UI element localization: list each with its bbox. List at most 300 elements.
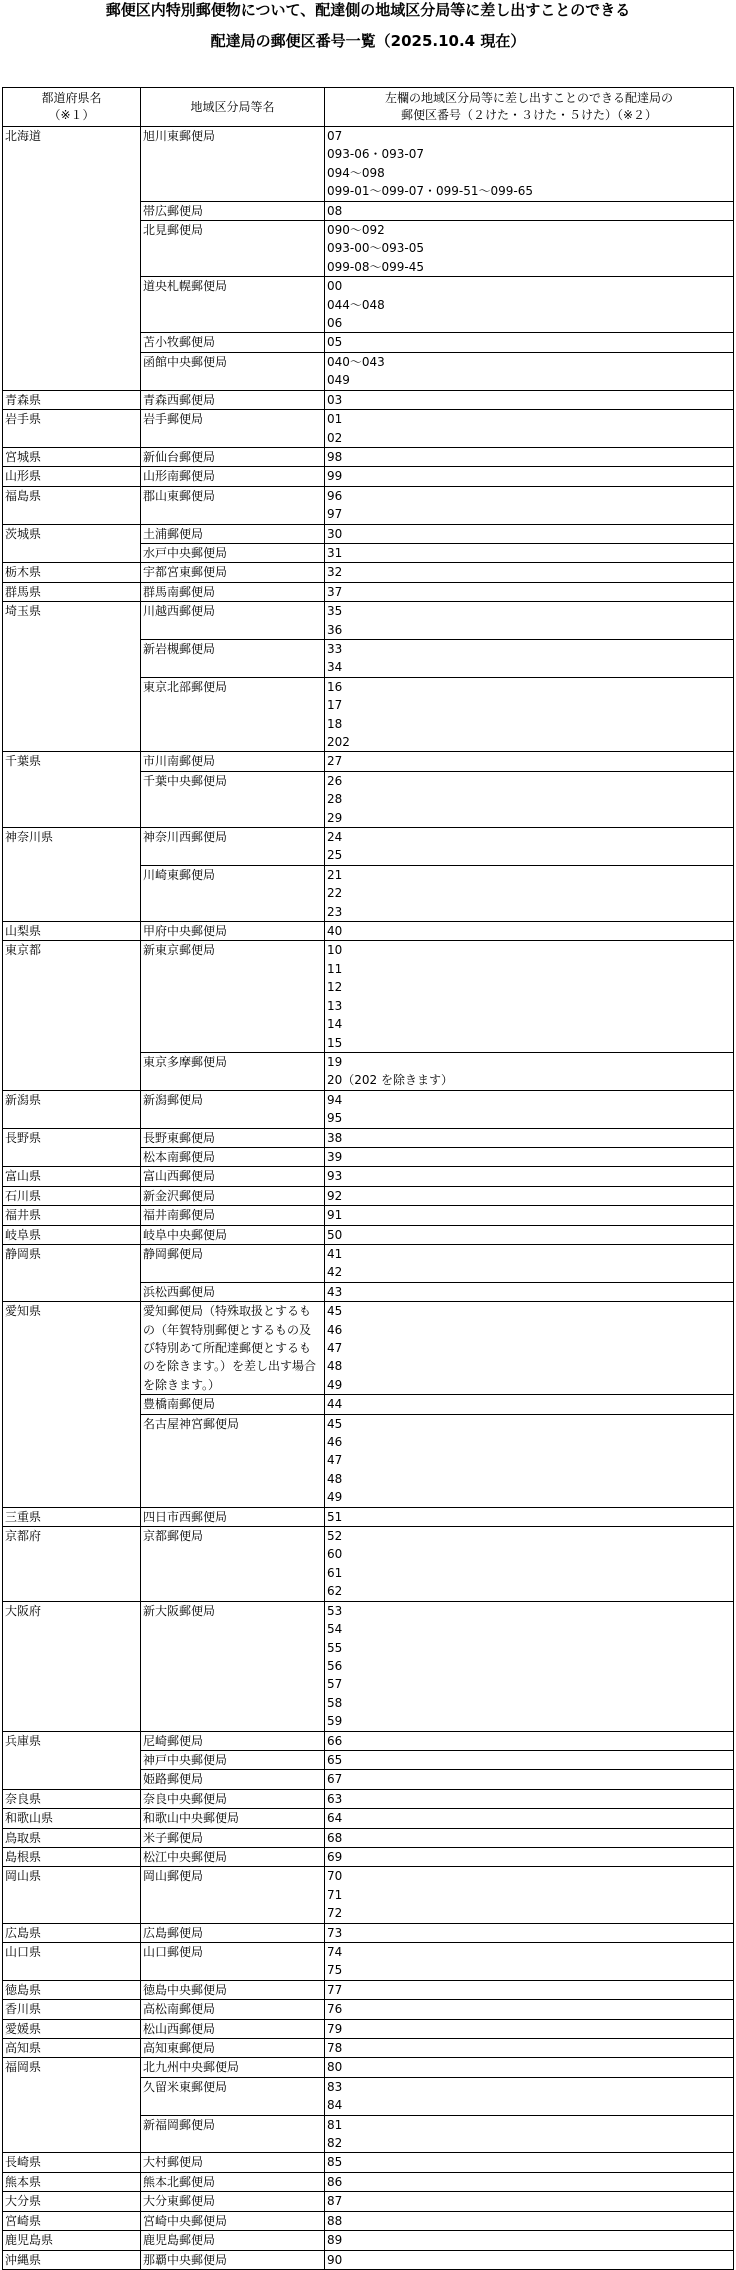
header-prefecture-note: （※１） [48, 108, 95, 122]
prefecture-cell: 島根県 [3, 1847, 141, 1866]
office-cell: 愛知郵便局（特殊取扱とするもの（年賀特別郵便とするもの及び特別あて所配達郵便とするものを除きます。）を差し出す場合を除きます。） [141, 1302, 325, 1395]
table-row [3, 2211, 734, 2230]
postal-code: 70 [327, 1869, 343, 1884]
postal-code: 16 [327, 679, 343, 694]
codes-cell [325, 1186, 734, 1205]
office-cell: 青森西郵便局 [141, 390, 325, 409]
codes-cell [325, 1789, 734, 1808]
postal-code: 06 [327, 316, 343, 331]
postal-code: 49 [327, 1377, 343, 1392]
postal-code: 25 [327, 848, 343, 863]
postal-code: 24 [327, 830, 343, 845]
prefecture-cell: 香川県 [3, 2000, 141, 2019]
postal-code: 50 [327, 1227, 343, 1242]
postal-code: 22 [327, 886, 343, 901]
postal-code: 57 [327, 1677, 343, 1692]
codes-cell [325, 2039, 734, 2058]
prefecture-cell: 沖縄県 [3, 2250, 141, 2269]
office-cell: 徳島中央郵便局 [141, 1980, 325, 1999]
codes-cell [325, 828, 734, 866]
postal-code: 31 [327, 545, 343, 560]
codes-cell [325, 1943, 734, 1981]
table-row [3, 467, 734, 486]
office-cell: 松江中央郵便局 [141, 1847, 325, 1866]
office-cell: 帯広郵便局 [141, 201, 325, 220]
postal-code: 44 [327, 1397, 343, 1412]
codes-cell [325, 771, 734, 827]
prefecture-cell: 愛知県 [3, 1302, 141, 1507]
postal-code: 95 [327, 1111, 343, 1126]
office-cell: 名古屋神宮郵便局 [141, 1414, 325, 1507]
table-row [3, 2039, 734, 2058]
office-cell: 姫路郵便局 [141, 1770, 325, 1789]
table-row [3, 941, 734, 1052]
table-row [3, 2019, 734, 2038]
office-cell: 大分東郵便局 [141, 2192, 325, 2211]
office-cell: 松本南郵便局 [141, 1147, 325, 1166]
header-codes-line-1: 左欄の地域区分局等に差し出すことのできる配達局の [384, 91, 673, 105]
prefecture-cell: 山梨県 [3, 922, 141, 941]
office-cell: 甲府中央郵便局 [141, 922, 325, 941]
prefecture-cell: 静岡県 [3, 1244, 141, 1301]
prefecture-cell: 新潟県 [3, 1090, 141, 1128]
office-cell: 大村郵便局 [141, 2153, 325, 2172]
table-row [3, 2153, 734, 2172]
prefecture-cell: 埼玉県 [3, 602, 141, 752]
postal-code: 48 [327, 1359, 343, 1374]
postal-code: 47 [327, 1341, 343, 1355]
office-cell: 山形南郵便局 [141, 467, 325, 486]
postal-code: 044～048 [327, 297, 385, 312]
office-cell: 広島郵便局 [141, 1923, 325, 1942]
table-row [3, 1809, 734, 1828]
codes-cell [325, 201, 734, 220]
office-cell: 高松南郵便局 [141, 2000, 325, 2019]
prefecture-cell: 山形県 [3, 467, 141, 486]
office-cell: 群馬南郵便局 [141, 582, 325, 601]
table-row [3, 127, 734, 202]
postal-code: 34 [327, 660, 343, 675]
codes-cell [325, 1167, 734, 1186]
office-cell: 熊本北郵便局 [141, 2172, 325, 2191]
table-row [3, 2000, 734, 2019]
office-cell: 函館中央郵便局 [141, 352, 325, 390]
title-line-1: 郵便区内特別郵便物について、配達側の地域区分局等に差し出すことのできる [105, 1, 631, 19]
codes-cell [325, 1809, 734, 1828]
codes-cell [325, 752, 734, 771]
prefecture-cell: 千葉県 [3, 752, 141, 828]
office-cell: 道央札幌郵便局 [141, 277, 325, 333]
table-header-row [3, 88, 734, 127]
title-line-2: 配達局の郵便区番号一覧（2025.10.4 現在） [210, 32, 526, 50]
table-row [3, 1244, 734, 1282]
office-cell: 新大阪郵便局 [141, 1601, 325, 1731]
office-cell: 松山西郵便局 [141, 2019, 325, 2038]
postal-code: 76 [327, 2002, 343, 2017]
postal-code: 59 [327, 1714, 343, 1729]
postal-code: 00 [327, 279, 343, 294]
codes-cell [325, 1090, 734, 1128]
table-row [3, 1980, 734, 1999]
postal-code: 36 [327, 622, 343, 637]
postal-code: 53 [327, 1603, 343, 1618]
codes-cell [325, 1847, 734, 1866]
postal-code: 23 [327, 904, 343, 919]
codes-cell [325, 1731, 734, 1750]
office-cell: 北見郵便局 [141, 221, 325, 277]
codes-cell [325, 277, 734, 333]
header-office-label: 地域区分局等名 [190, 99, 275, 114]
codes-cell [325, 2077, 734, 2115]
office-cell: 川越西郵便局 [141, 602, 325, 640]
table-row [3, 447, 734, 466]
prefecture-cell: 福岡県 [3, 2058, 141, 2153]
postal-code: 67 [327, 1772, 343, 1787]
prefecture-cell: 石川県 [3, 1186, 141, 1205]
postal-code: 74 [327, 1945, 343, 1959]
table-row [3, 602, 734, 640]
postal-code: 14 [327, 1017, 343, 1032]
postal-code: 93 [327, 1169, 343, 1184]
office-cell: 新福岡郵便局 [141, 2115, 325, 2153]
table-row [3, 1167, 734, 1186]
postal-code: 47 [327, 1453, 343, 1468]
office-cell: 岡山郵便局 [141, 1867, 325, 1923]
codes-cell [325, 2250, 734, 2269]
prefecture-cell: 長野県 [3, 1128, 141, 1167]
table-row [3, 486, 734, 524]
table-row [3, 1943, 734, 1981]
postal-code: 58 [327, 1695, 343, 1710]
postal-code: 79 [327, 2021, 343, 2036]
office-cell: 土浦郵便局 [141, 524, 325, 543]
prefecture-cell: 高知県 [3, 2039, 141, 2058]
table-row [3, 828, 734, 866]
office-cell: 長野東郵便局 [141, 1128, 325, 1147]
postal-code: 62 [327, 1584, 343, 1599]
office-cell: 那覇中央郵便局 [141, 2250, 325, 2269]
postal-code: 07 [327, 129, 343, 143]
postal-code: 83 [327, 2079, 343, 2094]
codes-cell [325, 1828, 734, 1847]
office-cell: 新金沢郵便局 [141, 1186, 325, 1205]
postal-code: 89 [327, 2233, 343, 2248]
header-codes-line-2: 郵便区番号（２けた・３けた・５けた）（※２） [400, 108, 658, 122]
codes-cell [325, 543, 734, 562]
codes-cell [325, 127, 734, 202]
codes-cell [325, 352, 734, 390]
prefecture-cell: 北海道 [3, 127, 141, 391]
prefecture-cell: 大分県 [3, 2192, 141, 2211]
postal-code: 61 [327, 1565, 343, 1580]
office-cell: 浜松西郵便局 [141, 1282, 325, 1301]
codes-cell [325, 1923, 734, 1942]
postal-code: 35 [327, 604, 343, 619]
prefecture-cell: 岩手県 [3, 410, 141, 448]
table-row [3, 1923, 734, 1942]
codes-cell [325, 639, 734, 677]
office-cell: 東京北部郵便局 [141, 677, 325, 752]
office-cell: 川崎東郵便局 [141, 865, 325, 921]
codes-cell [325, 1395, 734, 1414]
table-row [3, 1090, 734, 1128]
postal-code: 56 [327, 1658, 343, 1673]
postal-code: 60 [327, 1547, 343, 1562]
office-cell: 四日市西郵便局 [141, 1507, 325, 1526]
codes-cell [325, 1601, 734, 1731]
prefecture-cell: 熊本県 [3, 2172, 141, 2191]
postal-code: 20（202 を除きます） [327, 1073, 453, 1088]
codes-cell [325, 2192, 734, 2211]
postal-code: 45 [327, 1304, 343, 1319]
postal-code: 78 [327, 2041, 343, 2056]
prefecture-cell: 青森県 [3, 390, 141, 409]
table-row [3, 524, 734, 543]
postal-code: 86 [327, 2174, 343, 2189]
prefecture-cell: 山口県 [3, 1943, 141, 1981]
table-row [3, 410, 734, 448]
postal-code: 75 [327, 1963, 343, 1978]
postal-code: 98 [327, 449, 343, 464]
codes-cell [325, 1244, 734, 1282]
codes-cell [325, 1770, 734, 1789]
office-cell: 宮崎中央郵便局 [141, 2211, 325, 2230]
postal-code: 72 [327, 1906, 343, 1921]
postal-code: 30 [327, 526, 343, 541]
office-cell: 郡山東郵便局 [141, 486, 325, 524]
codes-cell [325, 1414, 734, 1507]
codes-cell [325, 390, 734, 409]
office-cell: 千葉中央郵便局 [141, 771, 325, 827]
prefecture-cell: 福島県 [3, 486, 141, 524]
office-cell: 苫小牧郵便局 [141, 333, 325, 352]
postal-code: 01 [327, 412, 343, 427]
postal-code: 45 [327, 1416, 343, 1431]
postal-code: 81 [327, 2117, 343, 2132]
postal-code: 68 [327, 1830, 343, 1845]
office-cell: 神戸中央郵便局 [141, 1750, 325, 1769]
header-prefecture-label: 都道府県名 [41, 91, 102, 105]
postal-code: 41 [327, 1246, 343, 1261]
table-row [3, 1847, 734, 1866]
prefecture-cell: 和歌山県 [3, 1809, 141, 1828]
office-cell: 岐阜中央郵便局 [141, 1225, 325, 1244]
postal-code: 91 [327, 1208, 343, 1223]
postal-code: 17 [327, 698, 343, 713]
postal-code: 94 [327, 1092, 343, 1107]
table-row [3, 1225, 734, 1244]
prefecture-cell: 京都府 [3, 1527, 141, 1602]
office-cell: 神奈川西郵便局 [141, 828, 325, 866]
codes-cell [325, 2153, 734, 2172]
office-cell: 静岡郵便局 [141, 1244, 325, 1282]
postal-code: 099-01～099-07・099-51～099-65 [327, 184, 534, 199]
codes-cell [325, 2058, 734, 2077]
office-cell: 米子郵便局 [141, 1828, 325, 1847]
table-row [3, 752, 734, 771]
office-cell: 北九州中央郵便局 [141, 2058, 325, 2077]
table-row [3, 1601, 734, 1731]
postal-code: 48 [327, 1471, 343, 1486]
table-row [3, 1128, 734, 1147]
prefecture-cell: 鳥取県 [3, 1828, 141, 1847]
postal-code: 18 [327, 716, 343, 731]
table-row [3, 563, 734, 582]
prefecture-cell: 富山県 [3, 1167, 141, 1186]
prefecture-cell: 鹿児島県 [3, 2231, 141, 2250]
postal-code: 040～043 [327, 354, 385, 369]
codes-cell [325, 2019, 734, 2038]
postal-code: 82 [327, 2136, 343, 2151]
office-cell: 和歌山中央郵便局 [141, 1809, 325, 1828]
postal-code: 73 [327, 1925, 343, 1940]
postal-code: 49 [327, 1490, 343, 1505]
office-cell: 新東京郵便局 [141, 941, 325, 1052]
codes-cell [325, 1867, 734, 1923]
postal-code: 88 [327, 2213, 343, 2228]
codes-cell [325, 602, 734, 640]
table-row [3, 2192, 734, 2211]
postal-code: 65 [327, 1752, 343, 1767]
table-row [3, 2172, 734, 2191]
codes-cell [325, 865, 734, 921]
office-cell: 東京多摩郵便局 [141, 1052, 325, 1090]
table-row [3, 390, 734, 409]
prefecture-cell: 三重県 [3, 1507, 141, 1526]
postal-code: 43 [327, 1284, 343, 1299]
table-row [3, 1507, 734, 1526]
codes-cell [325, 221, 734, 277]
codes-cell [325, 1980, 734, 1999]
codes-cell [325, 582, 734, 601]
codes-cell [325, 447, 734, 466]
table-row [3, 922, 734, 941]
table-body [3, 127, 734, 2270]
postal-code: 19 [327, 1054, 343, 1069]
postal-code: 96 [327, 488, 343, 503]
prefecture-cell: 長崎県 [3, 2153, 141, 2172]
table-row [3, 1867, 734, 1923]
postal-code: 69 [327, 1849, 343, 1864]
table-row [3, 1527, 734, 1602]
office-cell: 山口郵便局 [141, 1943, 325, 1981]
prefecture-cell: 愛媛県 [3, 2019, 141, 2038]
codes-cell [325, 1750, 734, 1769]
postal-code: 85 [327, 2155, 343, 2170]
codes-cell [325, 2231, 734, 2250]
postal-code: 049 [327, 373, 350, 388]
prefecture-cell: 奈良県 [3, 1789, 141, 1808]
prefecture-cell: 栃木県 [3, 563, 141, 582]
codes-cell [325, 410, 734, 448]
office-cell: 市川南郵便局 [141, 752, 325, 771]
office-cell: 尼崎郵便局 [141, 1731, 325, 1750]
table-row [3, 2058, 734, 2077]
table-row [3, 2231, 734, 2250]
postal-code: 10 [327, 943, 343, 958]
postal-code: 05 [327, 335, 343, 350]
postal-code: 92 [327, 1188, 343, 1203]
postal-code: 84 [327, 2098, 343, 2113]
postal-code: 46 [327, 1435, 343, 1450]
postal-code: 02 [327, 430, 343, 445]
postal-code: 77 [327, 1982, 343, 1997]
codes-cell [325, 2000, 734, 2019]
postal-code: 37 [327, 584, 343, 599]
postal-code: 11 [327, 961, 343, 976]
office-cell: 新岩槻郵便局 [141, 639, 325, 677]
postal-code: 64 [327, 1811, 343, 1826]
office-cell: 富山西郵便局 [141, 1167, 325, 1186]
codes-cell [325, 486, 734, 524]
postal-code: 55 [327, 1640, 343, 1655]
codes-cell [325, 1052, 734, 1090]
postal-code: 093-06・093-07 [327, 147, 425, 162]
codes-cell [325, 563, 734, 582]
header-prefecture [3, 88, 141, 127]
prefecture-cell: 群馬県 [3, 582, 141, 601]
postal-code: 099-08～099-45 [327, 259, 425, 274]
postal-code: 80 [327, 2060, 343, 2075]
prefecture-cell: 神奈川県 [3, 828, 141, 922]
postal-code: 202 [327, 735, 350, 749]
office-cell: 新仙台郵便局 [141, 447, 325, 466]
office-cell: 水戸中央郵便局 [141, 543, 325, 562]
office-cell: 旭川東郵便局 [141, 127, 325, 202]
codes-cell [325, 333, 734, 352]
postal-code: 27 [327, 754, 343, 769]
codes-cell [325, 922, 734, 941]
postal-code: 094～098 [327, 165, 385, 180]
codes-cell [325, 1147, 734, 1166]
postal-code: 12 [327, 980, 343, 995]
postal-code: 54 [327, 1622, 343, 1637]
prefecture-cell: 広島県 [3, 1923, 141, 1942]
codes-cell [325, 1282, 734, 1301]
codes-cell [325, 941, 734, 1052]
office-cell: 京都郵便局 [141, 1527, 325, 1602]
codes-cell [325, 524, 734, 543]
postal-code: 093-00～093-05 [327, 241, 425, 256]
office-cell: 高知東郵便局 [141, 2039, 325, 2058]
codes-cell [325, 2172, 734, 2191]
postal-code: 51 [327, 1509, 343, 1524]
postal-code: 03 [327, 392, 343, 407]
postal-code: 90 [327, 2252, 343, 2267]
office-cell: 新潟郵便局 [141, 1090, 325, 1128]
office-cell: 鹿児島郵便局 [141, 2231, 325, 2250]
postal-code: 33 [327, 641, 343, 656]
postal-code: 71 [327, 1887, 343, 1902]
table-row [3, 1186, 734, 1205]
prefecture-cell: 岡山県 [3, 1867, 141, 1923]
codes-cell [325, 1128, 734, 1147]
prefecture-cell: 大阪府 [3, 1601, 141, 1731]
postal-code: 66 [327, 1733, 343, 1748]
codes-cell [325, 467, 734, 486]
codes-cell [325, 677, 734, 752]
header-codes [325, 88, 734, 127]
table-row [3, 1789, 734, 1808]
postal-code: 38 [327, 1130, 343, 1145]
postal-code: 87 [327, 2194, 343, 2209]
codes-cell [325, 1206, 734, 1225]
postal-code: 99 [327, 469, 343, 484]
table-row [3, 2250, 734, 2269]
codes-cell [325, 2115, 734, 2153]
postal-code: 21 [327, 867, 343, 882]
postal-code-table [2, 87, 734, 2270]
